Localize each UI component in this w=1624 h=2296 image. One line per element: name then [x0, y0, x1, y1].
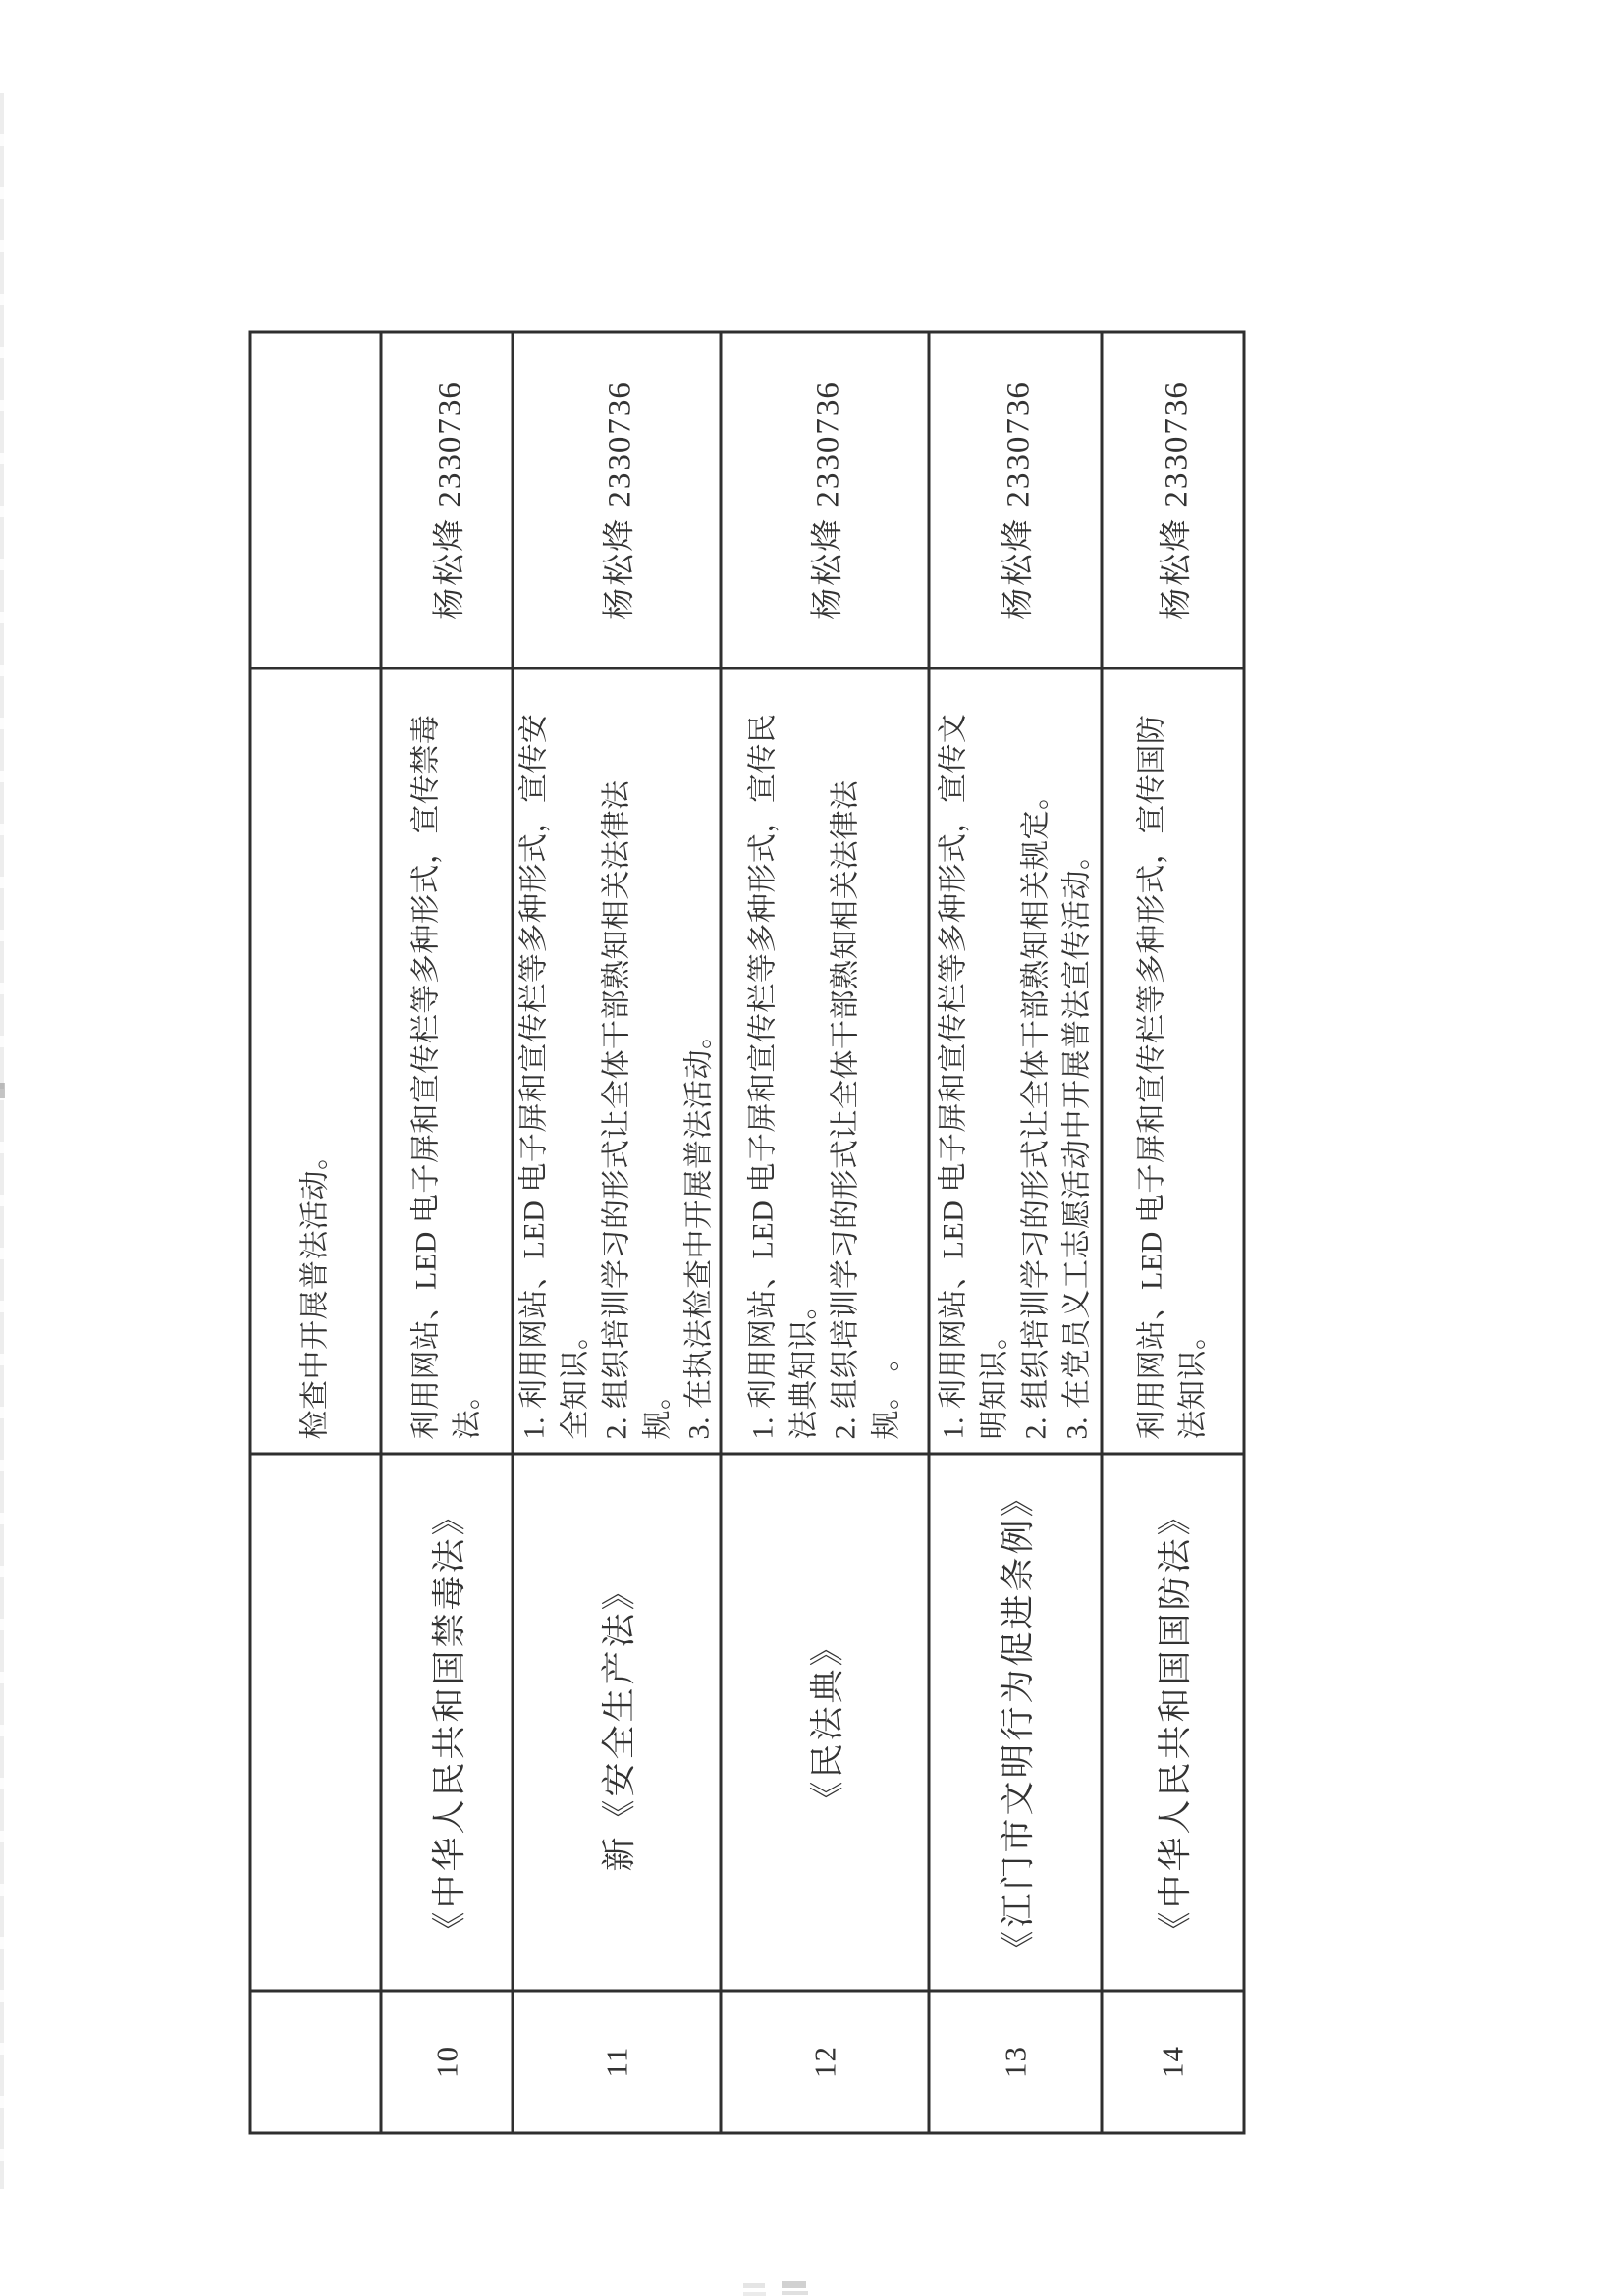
owner-cell [252, 334, 380, 670]
measure-line: 规。 。 [870, 1342, 902, 1440]
scan-edge-dash [0, 1083, 5, 1098]
measure-line: 法。 [451, 1379, 483, 1440]
owner-cell: 杨松烽 2330736 [931, 334, 1101, 670]
row-number-cell: 11 [599, 2046, 633, 2078]
row-number-cell: 12 [807, 2046, 841, 2078]
table-row-continuation [252, 334, 380, 2132]
table-row-13 [928, 334, 1101, 2132]
measures-cell [383, 670, 512, 1456]
row-number-cell: 13 [998, 2046, 1032, 2078]
measures-cell [723, 670, 928, 1456]
measure-line: 3. 在执法检查中开展普法活动。 [682, 1019, 715, 1440]
owner-cell: 杨松烽 2330736 [514, 334, 720, 670]
rotated-table-container [249, 331, 1246, 2135]
measure-line: 1. 利用网站、LED 电子屏和宣传栏等多种形式，宣传文 [937, 713, 969, 1440]
table-row-12 [720, 334, 928, 2132]
measure-line: 明知识。 [978, 1319, 1010, 1440]
measure-line: 2. 组织培训学习的形式让全体干部熟知相关规定。 [1019, 779, 1052, 1440]
measure-line: 全知识。 [559, 1319, 591, 1440]
measure-line: 法典知识。 [787, 1290, 820, 1440]
table-row-10 [380, 334, 512, 2132]
measures-cell [931, 670, 1101, 1456]
law-name-cell: 《民法典》 [723, 1456, 928, 1993]
measure-line: 2. 组织培训学习的形式让全体干部熟知相关法律法 [829, 779, 861, 1440]
scan-edge-streak [0, 93, 4, 2189]
row-number-cell: 14 [1155, 2046, 1190, 2078]
owner-cell: 杨松烽 2330736 [383, 334, 512, 670]
law-name-cell [252, 1456, 380, 1993]
measure-line: 利用网站、LED 电子屏和宣传栏等多种形式，宣传国防 [1135, 714, 1168, 1440]
law-name-cell: 新《安全生产法》 [514, 1456, 720, 1993]
law-name-cell: 《中华人民共和国禁毒法》 [383, 1456, 512, 1993]
measure-line: 利用网站、LED 电子屏和宣传栏等多种形式，宣传禁毒 [409, 714, 442, 1440]
row-number-cell [252, 1993, 380, 2132]
row-number-cell: 10 [429, 2046, 463, 2078]
owner-cell: 杨松烽 2330736 [1104, 334, 1243, 670]
measures-cell [514, 670, 720, 1456]
legal-publicity-table [249, 331, 1246, 2135]
law-name-cell: 《江门市文明行为促进条例》 [931, 1456, 1101, 1993]
table-row-11 [512, 334, 720, 2132]
measure-line: 2. 组织培训学习的形式让全体干部熟知相关法律法 [600, 779, 632, 1440]
measure-line: 规。 [641, 1379, 674, 1440]
measure-line: 法知识。 [1176, 1319, 1210, 1440]
scan-bottom-mark [782, 2291, 808, 2295]
table-row-14 [1101, 334, 1243, 2132]
measures-cell [252, 670, 380, 1456]
owner-cell: 杨松烽 2330736 [723, 334, 928, 670]
scan-bottom-mark [782, 2281, 806, 2288]
law-name-cell: 《中华人民共和国国防法》 [1104, 1456, 1243, 1993]
measure-line: 检查中开展普法活动。 [298, 1140, 332, 1440]
measures-cell [1104, 670, 1243, 1456]
measure-line: 1. 利用网站、LED 电子屏和宣传栏等多种形式，宣传民 [746, 713, 779, 1440]
measure-line: 1. 利用网站、LED 电子屏和宣传栏等多种形式，宣传安 [517, 713, 550, 1440]
measure-line: 3. 在党员义工志愿活动中开展普法宣传活动。 [1060, 839, 1093, 1440]
scan-bottom-mark [743, 2283, 765, 2288]
scan-bottom-mark [743, 2292, 766, 2296]
